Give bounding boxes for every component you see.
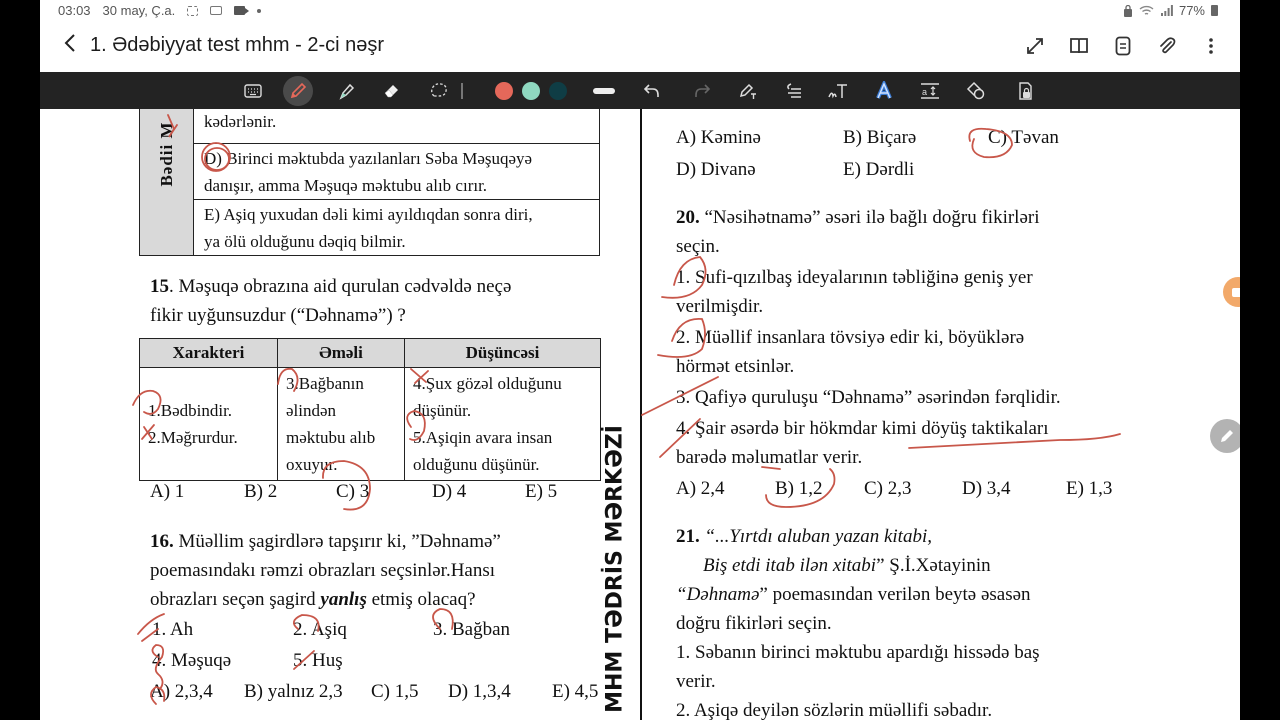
eraser-icon bbox=[383, 82, 401, 100]
video-record-icon bbox=[234, 6, 245, 15]
q16-item-5: 5. Huş bbox=[293, 650, 343, 671]
color-mint[interactable] bbox=[522, 82, 540, 100]
q15-cell-dusuncesi: 4.Şux gözəl olduğunu düşünür. 5.Aşiqin avara insan olduğunu düşünür. bbox=[405, 368, 601, 481]
chevron-left-icon bbox=[63, 32, 77, 54]
q14-table bbox=[139, 109, 600, 256]
q19-option-b: B) Biçarə bbox=[843, 127, 917, 148]
expand-button[interactable] bbox=[1022, 32, 1048, 60]
pencil-icon bbox=[1219, 428, 1235, 444]
q15-option-d: D) 4 bbox=[432, 481, 467, 502]
pen-to-text-tool[interactable] bbox=[733, 76, 763, 106]
more-options-button[interactable] bbox=[1198, 32, 1224, 60]
lock-icon bbox=[1016, 81, 1034, 101]
q20-option-a: A) 2,4 bbox=[676, 478, 725, 499]
signal-icon bbox=[1161, 5, 1173, 16]
shapes-icon bbox=[966, 81, 986, 101]
q15-header-xarakteri: Xarakteri bbox=[140, 339, 278, 368]
text-spacing-icon bbox=[919, 82, 941, 100]
text-style-tool[interactable] bbox=[869, 76, 899, 106]
title-bar bbox=[40, 22, 1240, 72]
text-spacing-tool[interactable] bbox=[915, 76, 945, 106]
color-red[interactable] bbox=[495, 82, 513, 100]
q15-text: 15. Məşuqə obrazına aid qurulan cədvəldə neçə fikir uyğunsuzdur (“Dəhnamə”) ? bbox=[150, 276, 512, 326]
wifi-icon bbox=[1139, 5, 1155, 17]
q19-partial-text bbox=[680, 109, 975, 111]
keyboard-icon bbox=[244, 84, 262, 98]
floating-pen-button[interactable] bbox=[1210, 419, 1240, 453]
attach-button[interactable] bbox=[1154, 32, 1180, 60]
q14-row-c: kədərlənir. bbox=[194, 109, 599, 144]
q16-option-e: E) 4,5 bbox=[552, 681, 599, 702]
status-bar bbox=[40, 0, 1240, 22]
q16-option-a: A) 2,3,4 bbox=[150, 681, 213, 702]
notification-dot-icon bbox=[257, 9, 261, 13]
q16-text: 16. Müəllim şagirdlərə tapşırır ki, ”Dəhnamə” poemasındakı rəmzi obrazları seçsinlər.Hansı obrazları seçən şagird yanlış etmiş olacaq? bbox=[150, 531, 501, 610]
attachment-icon bbox=[1158, 36, 1176, 56]
q20-option-e: E) 1,3 bbox=[1066, 478, 1113, 499]
stroke-thickness[interactable] bbox=[593, 88, 615, 94]
straighten-tool[interactable] bbox=[778, 76, 808, 106]
book-view-button[interactable] bbox=[1066, 32, 1092, 60]
handwriting-text-tool[interactable] bbox=[823, 76, 853, 106]
q21-text: 21. “...Yırtdı aluban yazan kitabi, Biş etdi itab ilən xitabi” Ş.İ.Xətayinin “Dəhnamə” poemasından verilən beytə əsasən doğru fikirləri seçin. 1. Səbanın birinci məktubu apardığı hissədə baş verir. 2. Aşiqə deyilən sözlərin müəllifi səbadır. bbox=[676, 526, 1040, 720]
q14-row-e: E) Aşiq yuxudan dəli kimi ayıldıqdan sonra diri, ya ölü olduğunu dəqiq bilmir. bbox=[204, 205, 533, 251]
eraser-tool[interactable] bbox=[377, 76, 407, 106]
battery-percent: 77% bbox=[1178, 3, 1205, 18]
q16-item-1: 1. Ah bbox=[152, 619, 194, 640]
q15-option-b: B) 2 bbox=[244, 481, 278, 502]
lock-tool[interactable] bbox=[1010, 76, 1040, 106]
q15-header-dusuncesi: Düşüncəsi bbox=[405, 339, 601, 368]
toolbar-separator bbox=[461, 83, 463, 99]
redo-button[interactable] bbox=[687, 76, 717, 106]
q20-option-d: D) 3,4 bbox=[962, 478, 1011, 499]
pen-to-text-icon bbox=[738, 82, 758, 100]
q15-header-emeli: Əməli bbox=[278, 339, 405, 368]
q15-table bbox=[139, 338, 601, 481]
screenshot-icon bbox=[187, 6, 198, 16]
q16-option-d: D) 1,3,4 bbox=[448, 681, 511, 702]
q16-option-c: C) 1,5 bbox=[371, 681, 419, 702]
keyboard-tool[interactable] bbox=[238, 76, 268, 106]
screen-capture-icon bbox=[210, 6, 222, 15]
battery-icon bbox=[1211, 5, 1218, 16]
q14-side-header: Bədii M bbox=[140, 109, 194, 255]
device-screen bbox=[40, 0, 1240, 720]
pen-icon bbox=[289, 82, 307, 100]
svg-text:a: a bbox=[922, 87, 928, 97]
lock-status-icon bbox=[1123, 5, 1133, 17]
q16-item-3: 3. Bağban bbox=[433, 619, 511, 640]
document-title: 1. Ədəbiyyat test mhm - 2-ci nəşr bbox=[90, 34, 385, 56]
redo-icon bbox=[693, 83, 711, 99]
notes-button[interactable] bbox=[1110, 32, 1136, 60]
q15-cell-emeli: 3.Bağbanın əlindən məktubu alıb oxuyur. bbox=[278, 368, 405, 481]
color-dark-teal[interactable] bbox=[549, 82, 567, 100]
more-vert-icon bbox=[1208, 37, 1214, 55]
text-style-icon bbox=[874, 81, 894, 101]
q14-row-d: D) Birinci məktubda yazılanları Səba Məşuqəyə danışır, amma Məşuqə məktubu alıb cırır. bbox=[194, 144, 599, 200]
q19-option-e: E) Dərdli bbox=[843, 159, 915, 180]
q15-option-a: A) 1 bbox=[150, 481, 185, 502]
lasso-tool[interactable] bbox=[424, 76, 454, 106]
highlighter-icon bbox=[338, 82, 356, 100]
expand-icon bbox=[1026, 37, 1044, 55]
q19-option-d: D) Divanə bbox=[676, 159, 756, 180]
status-time: 03:03 bbox=[58, 3, 91, 18]
q20-option-b: B) 1,2 bbox=[775, 478, 823, 499]
undo-button[interactable] bbox=[637, 76, 667, 106]
pen-toolbar bbox=[40, 72, 1240, 109]
column-divider bbox=[640, 109, 642, 720]
screen-record-button[interactable] bbox=[1223, 277, 1240, 307]
q15-cell-xarakteri: 1.Bədbindir. 2.Məğrurdur. bbox=[140, 368, 278, 481]
q20-text: 20. “Nəsihətnamə” əsəri ilə bağlı doğru fikirləri seçin. 1. Sufi-qızılbaş ideyalarının təbliğinə geniş yer verilmişdir. 2. Müəllif insanlara tövsiyə edir ki, böyüklərə hörmət etsinlər. 3. Qafiyə quruluşu “Dəhnamə” əsərindən fərqlidir. 4. Şair əsərdə bir hökmdar kimi döyüş taktikaları barədə məlumatlar verir. bbox=[676, 207, 1061, 468]
q15-option-c: C) 3 bbox=[336, 481, 370, 502]
q16-option-b: B) yalnız 2,3 bbox=[244, 681, 343, 702]
status-date: 30 may, Ç.a. bbox=[102, 3, 176, 18]
straighten-icon bbox=[783, 82, 803, 100]
q19-option-c: C) Təvan bbox=[988, 127, 1059, 148]
q16-item-2: 2. Aşiq bbox=[293, 619, 347, 640]
shapes-tool[interactable] bbox=[961, 76, 991, 106]
q16-item-4: 4. Məşuqə bbox=[152, 650, 232, 671]
lasso-icon bbox=[429, 82, 449, 100]
document-page[interactable] bbox=[40, 109, 1240, 720]
handwriting-text-icon bbox=[827, 82, 849, 100]
q20-option-c: C) 2,3 bbox=[864, 478, 912, 499]
highlighter-tool[interactable] bbox=[332, 76, 362, 106]
q19-option-a: A) Kəminə bbox=[676, 127, 761, 148]
notes-icon bbox=[1115, 36, 1131, 56]
q15-option-e: E) 5 bbox=[525, 481, 558, 502]
book-view-icon bbox=[1069, 37, 1089, 55]
pen-tool[interactable] bbox=[283, 76, 313, 106]
undo-icon bbox=[643, 83, 661, 99]
back-button[interactable] bbox=[56, 32, 84, 60]
publisher-watermark: MHM TƏDRİS MƏRKƏZİ bbox=[602, 425, 628, 713]
